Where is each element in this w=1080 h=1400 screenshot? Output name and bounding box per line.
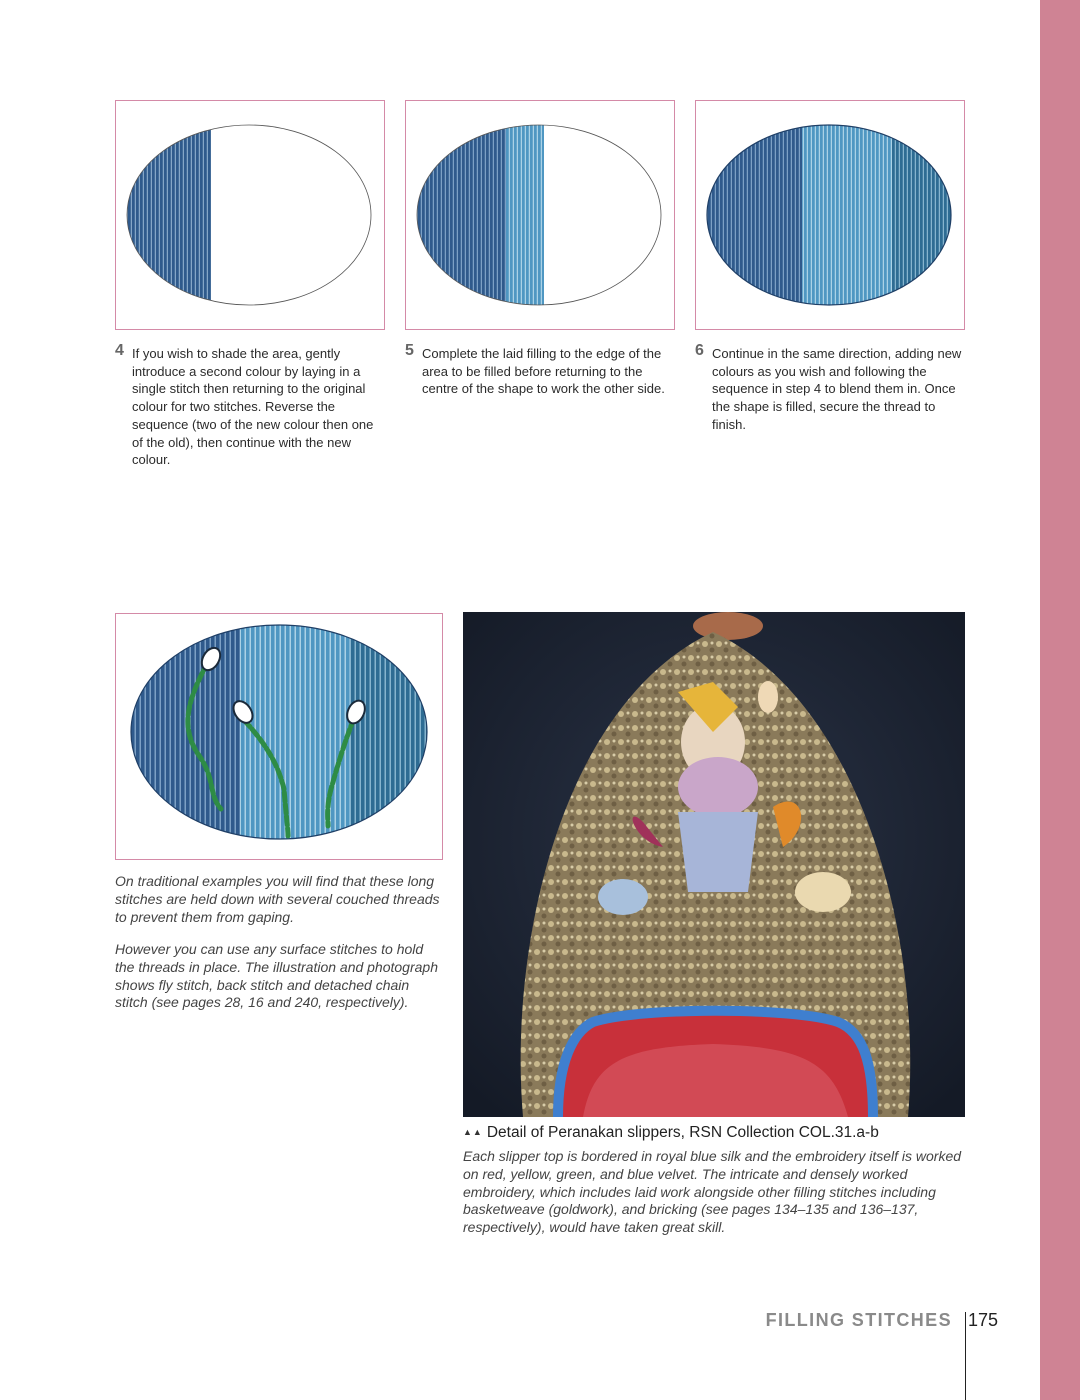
step-6-illustration <box>695 100 965 330</box>
step-text: If you wish to shade the area, gently introduce a second colour by laying in a single stitch then returning to the original colour for two stitches. Reverse the sequence (two of the new colour then one of the old), then continue with the new colour. <box>132 346 374 468</box>
running-footer-section: FILLING STITCHES <box>765 1310 952 1330</box>
note-surface-stitches: However you can use any surface stitches to hold the threads in place. The illustration and photograph shows fly stitch, back stitch and detached chain stitch (see pages 28, 16 and 240, respectively). <box>115 941 438 1011</box>
couching-illustration <box>115 613 443 860</box>
folio-divider <box>965 1312 966 1400</box>
step-number: 5 <box>405 342 414 359</box>
page-edge-color-bar <box>1040 0 1080 1400</box>
step-number: 4 <box>115 342 124 359</box>
step-5-illustration <box>405 100 675 330</box>
step-5 <box>405 342 675 398</box>
peranakan-slipper-photo <box>463 612 965 1117</box>
step-4 <box>115 342 385 469</box>
step-text: Continue in the same direction, adding new colours as you wish and following the sequence in step 4 to blend them in. Once the shape is filled, secure the thread to finish. <box>712 346 962 432</box>
step-6 <box>695 342 965 434</box>
step-text: Complete the laid filling to the edge of the area to be filled before returning to the centre of the shape to work the other side. <box>422 346 665 397</box>
photo-caption: Each slipper top is bordered in royal blue silk and the embroidery itself is worked on red, yellow, green, and blue velvet. The intricate and densely worked embroidery, which includes laid work alongside other filling stitches including basketweave (goldwork), and bricking (see pages 134–135 and 136–137, respectively), would have taken great skill. <box>463 1148 962 1236</box>
note-couched-threads: On traditional examples you will find that these long stitches are held down with several couched threads to prevent them from gaping. <box>115 873 440 925</box>
caption-marker-icon: ▲▲ <box>463 1127 483 1137</box>
photo-caption-title <box>463 1124 879 1142</box>
page-number: 175 <box>968 1310 999 1330</box>
step-4-illustration <box>115 100 385 330</box>
step-number: 6 <box>695 342 704 359</box>
photo-title: Detail of Peranakan slippers, RSN Collection COL.31.a-b <box>486 1124 879 1141</box>
